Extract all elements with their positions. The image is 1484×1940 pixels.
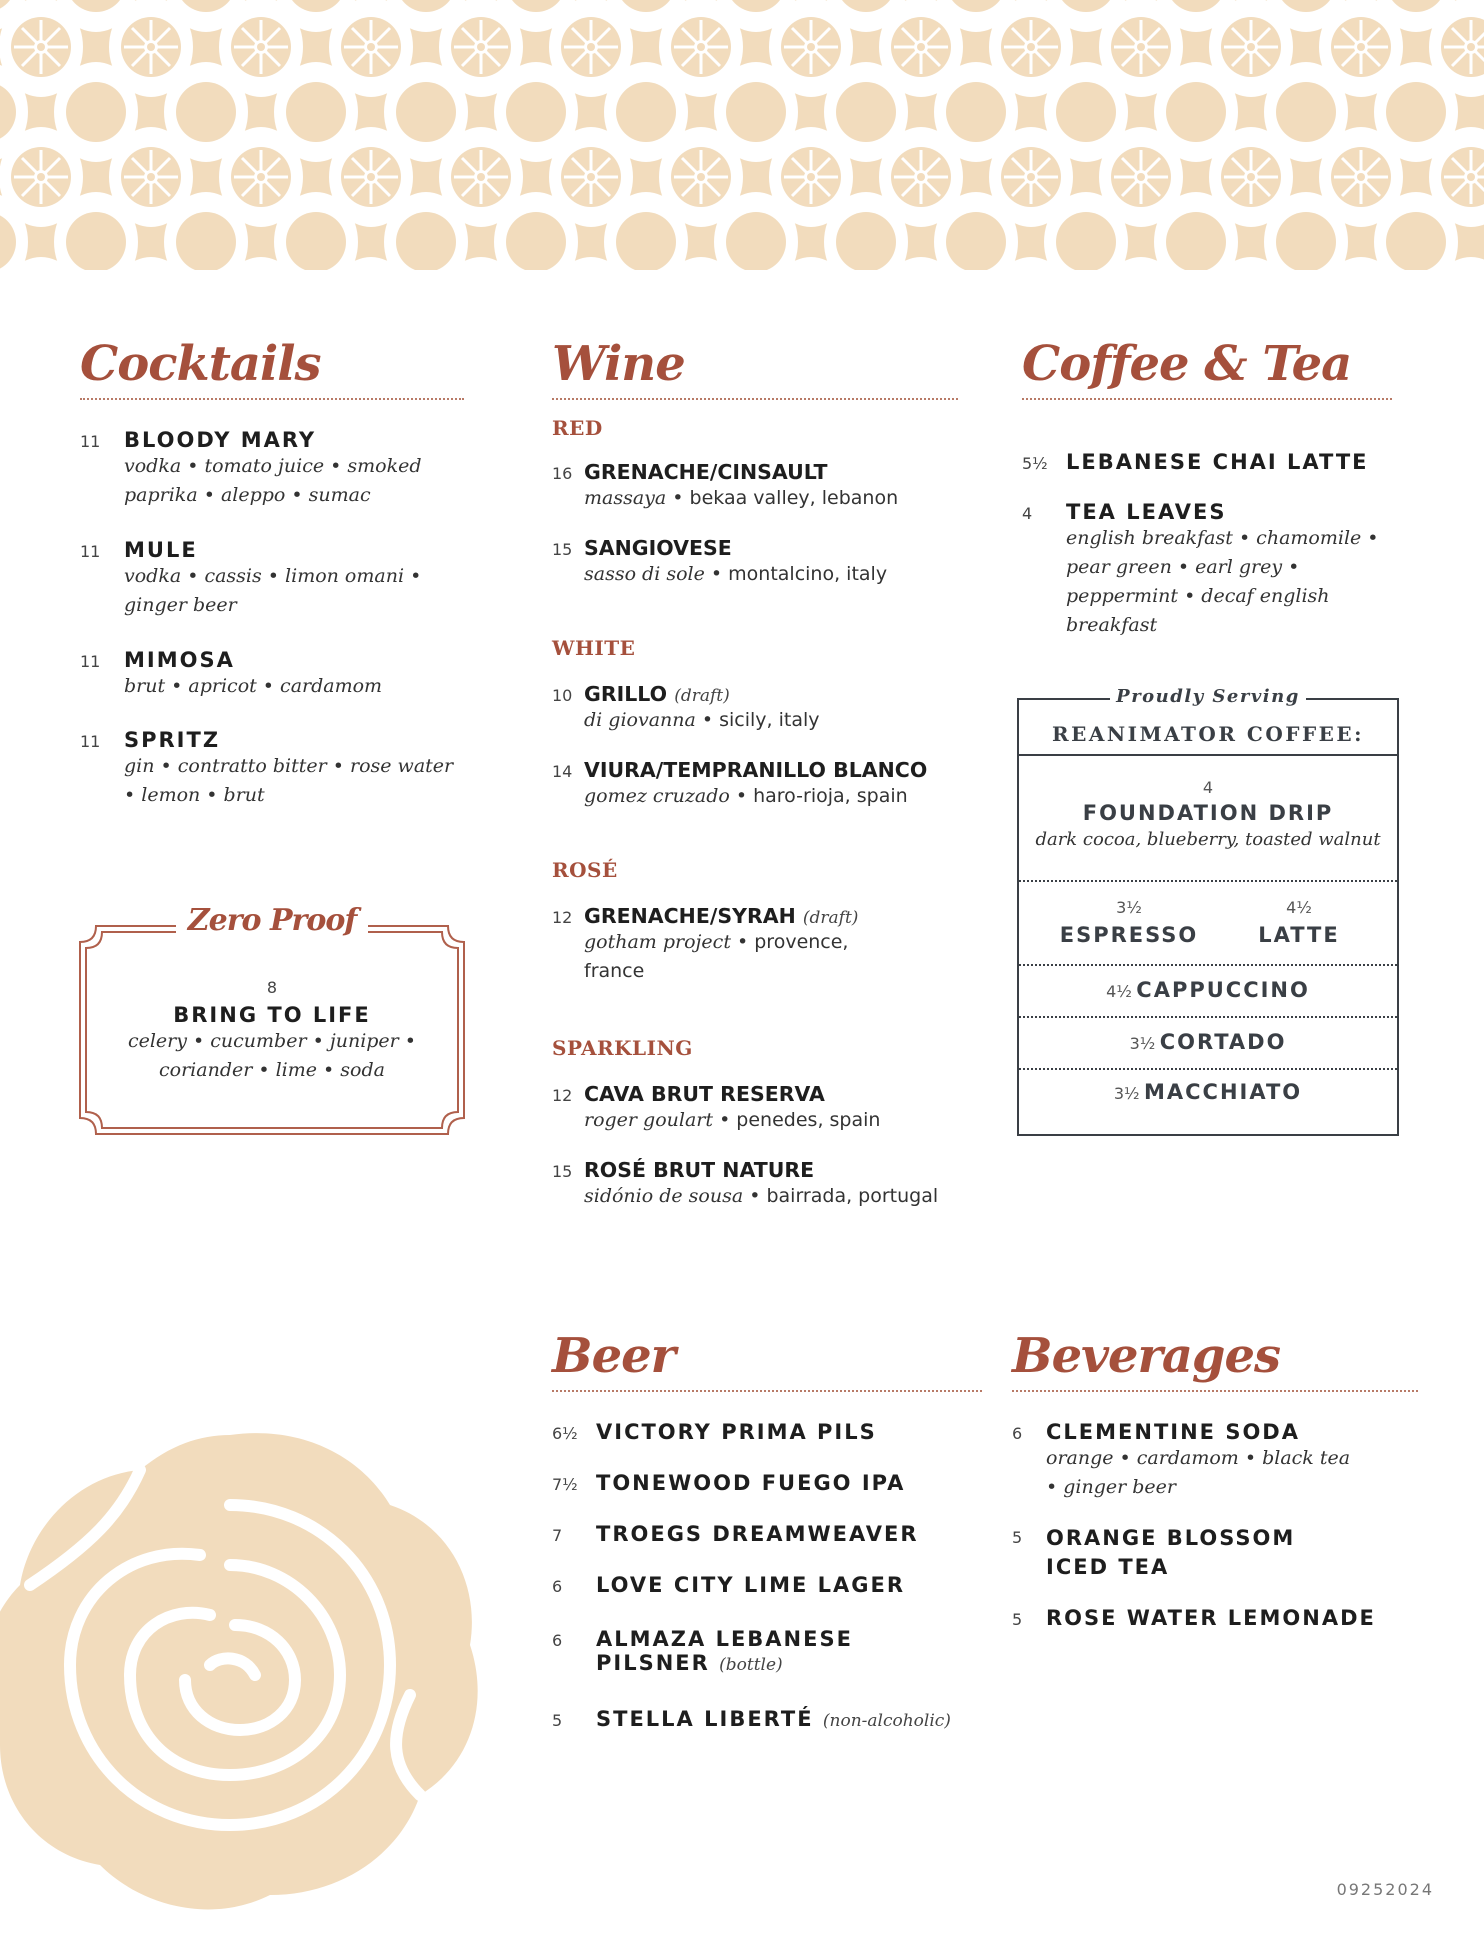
- item-price: 5: [552, 1711, 563, 1730]
- item-region: • haro-rioja, spain: [735, 785, 908, 807]
- item-name: ALMAZA LEBANESE: [596, 1627, 853, 1651]
- item-price: 7½: [552, 1475, 578, 1494]
- zero-proof-heading: Zero Proof: [187, 903, 357, 938]
- menu-item: [1022, 450, 1392, 500]
- menu-item: [552, 1627, 982, 1707]
- item-name: TEA LEAVES: [1066, 500, 1227, 524]
- item-name: LEBANESE CHAI LATTE: [1066, 450, 1369, 474]
- divider: [80, 398, 464, 400]
- divider: [1022, 398, 1392, 400]
- item-region: france: [584, 960, 645, 982]
- menu-item: [552, 536, 958, 636]
- item-price: 5: [1012, 1528, 1023, 1547]
- rose-icon: [0, 1415, 490, 1935]
- item-name: CLEMENTINE SODA: [1046, 1420, 1300, 1444]
- wine-rose-label: ROSÉ: [552, 858, 618, 882]
- item-name: STELLA LIBERTÉ: [596, 1707, 814, 1731]
- coffee-tea-section: [1022, 336, 1392, 640]
- item-price: 12: [552, 1086, 573, 1105]
- item-name: SPRITZ: [124, 728, 221, 752]
- item-price: 15: [552, 540, 573, 559]
- menu-item: [80, 428, 464, 538]
- item-price: 11: [80, 732, 101, 751]
- item-price: 6½: [552, 1424, 578, 1443]
- item-note: (draft): [674, 686, 730, 706]
- beer-section: [552, 1328, 982, 1731]
- menu-item: [1239, 898, 1359, 947]
- wine-heading: Wine: [552, 336, 685, 392]
- wine-sparkling-label: SPARKLING: [552, 1036, 693, 1060]
- item-producer: sasso di sole: [584, 563, 705, 585]
- menu-item: [1019, 964, 1397, 1016]
- menu-item: [552, 682, 958, 758]
- reanimator-tagline: Proudly Serving: [1110, 686, 1306, 707]
- item-region: • provence,: [737, 931, 849, 953]
- item-price: 11: [80, 432, 101, 451]
- item-price: 5½: [1022, 454, 1048, 473]
- item-price: 6: [1012, 1424, 1023, 1443]
- item-producer: di giovanna: [584, 709, 696, 731]
- menu-item: [552, 1420, 982, 1471]
- menu-item: [1019, 756, 1397, 880]
- item-name: ROSÉ BRUT NATURE: [584, 1158, 815, 1182]
- item-name: SANGIOVESE: [584, 536, 732, 560]
- item-producer: gotham project: [584, 931, 731, 953]
- menu-item: [552, 460, 958, 536]
- item-price: 4½: [1286, 898, 1312, 917]
- item-price: 16: [552, 464, 573, 483]
- menu-item: [552, 1158, 958, 1228]
- menu-item: [1012, 1524, 1306, 1606]
- item-producer: gomez cruzado: [584, 785, 730, 807]
- item-region: • penedes, spain: [719, 1109, 881, 1131]
- item-name: CAVA BRUT RESERVA: [584, 1082, 825, 1106]
- item-producer: roger goulart: [584, 1109, 714, 1131]
- beverages-heading: Beverages: [1012, 1328, 1281, 1384]
- item-name: LOVE CITY LIME LAGER: [596, 1573, 906, 1597]
- item-price: 3½: [1116, 898, 1142, 917]
- menu-item: [80, 728, 464, 818]
- menu-item: [1022, 500, 1392, 640]
- item-price: 8: [266, 978, 278, 997]
- item-name: VIURA/TEMPRANILLO BLANCO: [584, 758, 928, 782]
- item-note: (non-alcoholic): [822, 1711, 951, 1731]
- flower-pattern-icon: [0, 0, 1484, 270]
- item-note: (draft): [802, 908, 859, 928]
- item-name: MIMOSA: [124, 648, 235, 672]
- item-name: GRENACHE/SYRAH: [584, 904, 796, 928]
- item-name: TROEGS DREAMWEAVER: [596, 1522, 919, 1546]
- item-desc: gin • contratto bitter • rose water • lemon • brut: [124, 755, 454, 806]
- item-region: • sicily, italy: [701, 709, 820, 731]
- item-price: 7: [552, 1526, 563, 1545]
- item-name: CAPPUCCINO: [1136, 978, 1310, 1002]
- item-producer: massaya: [584, 487, 667, 509]
- divider: [552, 398, 958, 400]
- item-price: 6: [552, 1631, 563, 1650]
- item-name: ORANGE BLOSSOM ICED TEA: [1046, 1526, 1296, 1579]
- item-name: GRILLO: [584, 682, 668, 706]
- item-name: FOUNDATION DRIP: [1082, 801, 1334, 825]
- menu-item: [552, 904, 958, 1036]
- menu-item: [1019, 1016, 1397, 1068]
- item-region: • bekaa valley, lebanon: [672, 487, 899, 509]
- item-desc: vodka • tomato juice • smoked paprika • aleppo • sumac: [124, 455, 422, 506]
- item-price: 10: [552, 686, 573, 705]
- item-desc: orange • cardamom • black tea • ginger beer: [1046, 1447, 1351, 1498]
- item-desc: celery • cucumber • juniper •: [127, 1030, 417, 1052]
- item-name: PILSNER: [596, 1651, 710, 1675]
- zero-proof-frame: [76, 903, 468, 1154]
- item-price: 6: [552, 1577, 563, 1596]
- item-price: 3½: [1129, 1034, 1156, 1053]
- item-price: 4: [1022, 504, 1033, 523]
- menu-item: [1049, 898, 1209, 947]
- menu-code: 09252024: [1336, 1880, 1434, 1899]
- item-name: TONEWOOD FUEGO IPA: [596, 1471, 906, 1495]
- item-desc: brut • apricot • cardamom: [124, 675, 383, 697]
- item-name: CORTADO: [1159, 1030, 1287, 1054]
- item-name: ROSE WATER LEMONADE: [1046, 1606, 1376, 1630]
- menu-item: [552, 758, 958, 858]
- menu-item: [552, 1573, 982, 1627]
- divider: [1012, 1390, 1418, 1392]
- item-name: MACCHIATO: [1143, 1080, 1303, 1104]
- reanimator-title: REANIMATOR COFFEE:: [1051, 722, 1365, 746]
- cocktails-section: [80, 336, 464, 818]
- item-region: • montalcino, italy: [710, 563, 888, 585]
- menu-item: [1012, 1606, 1418, 1630]
- item-desc: dark cocoa, blueberry, toasted walnut: [1035, 829, 1381, 850]
- item-producer: sidónio de sousa: [584, 1185, 744, 1207]
- menu-item: [1012, 1420, 1418, 1524]
- beer-heading: Beer: [552, 1328, 675, 1384]
- beverages-section: [1012, 1328, 1418, 1630]
- divider: [552, 1390, 982, 1392]
- menu-item: [552, 1707, 982, 1731]
- menu-item: [552, 1522, 982, 1573]
- coffee-tea-heading: Coffee & Tea: [1022, 336, 1352, 392]
- item-region: • bairrada, portugal: [749, 1185, 939, 1207]
- item-name: MULE: [124, 538, 198, 562]
- item-name: BLOODY MARY: [124, 428, 317, 452]
- wine-red-label: RED: [552, 416, 603, 440]
- item-price: 5: [1012, 1610, 1023, 1629]
- item-price: 4: [1202, 778, 1214, 797]
- wine-white-label: WHITE: [552, 636, 636, 660]
- wine-section: [552, 336, 958, 1228]
- item-name: ESPRESSO: [1059, 923, 1199, 947]
- item-name: LATTE: [1258, 923, 1340, 947]
- item-desc: vodka • cassis • limon omani • ginger beer: [124, 565, 422, 616]
- item-note: (bottle): [719, 1655, 783, 1675]
- item-price: 14: [552, 762, 573, 781]
- menu-item: [80, 538, 464, 648]
- item-desc: english breakfast • chamomile • pear green • earl grey • peppermint • decaf english breakfast: [1066, 527, 1379, 636]
- item-price: 4½: [1106, 982, 1132, 1001]
- reanimator-coffee-box: [1017, 686, 1399, 1136]
- item-name: VICTORY PRIMA PILS: [596, 1420, 877, 1444]
- menu-item: [1019, 1068, 1397, 1118]
- menu-item: [552, 1471, 982, 1522]
- item-price: 11: [80, 652, 101, 671]
- item-name: GRENACHE/CINSAULT: [584, 460, 828, 484]
- menu-item: [80, 648, 464, 728]
- cocktails-heading: Cocktails: [80, 336, 321, 392]
- menu-item: [552, 1082, 958, 1158]
- item-name: BRING TO LIFE: [173, 1003, 371, 1027]
- item-desc: coriander • lime • soda: [159, 1059, 385, 1081]
- item-price: 12: [552, 908, 573, 927]
- item-price: 11: [80, 542, 101, 561]
- item-price: 15: [552, 1162, 573, 1181]
- item-price: 3½: [1113, 1084, 1140, 1103]
